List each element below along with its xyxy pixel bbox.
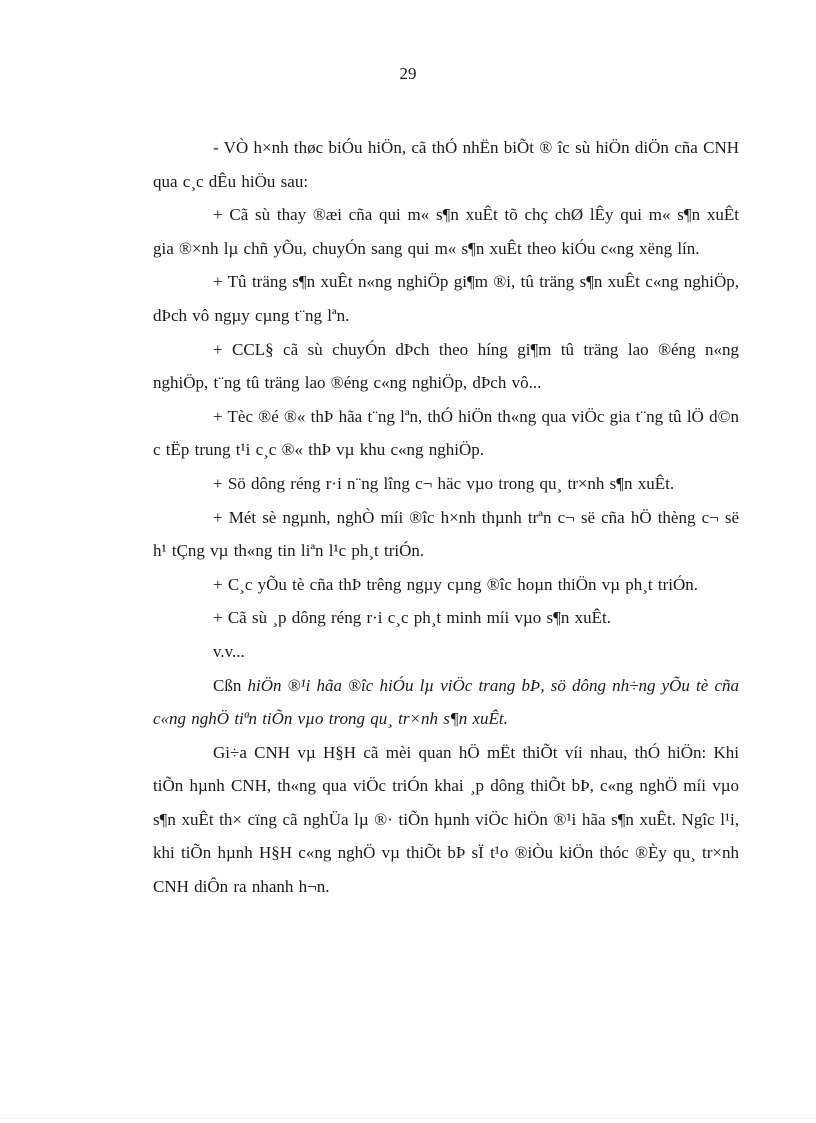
paragraph-labour-structure: + CCL§ cã sù chuyÓn dÞch theo híng gi¶m tû träng lao ®éng n«ng nghiÖp, t¨ng tû träng lao ®éng c«ng nghiÖp, dÞch vô... bbox=[153, 339, 739, 393]
page-number: 29 bbox=[399, 64, 417, 83]
paragraph-production-scale: + Cã sù thay ®æi cña qui m« s¶n xuÊt tõ chç chØ lÊy qui m« s¶n xuÊt gia ®×nh lµ chñ yÕu, chuyÓn sang qui m« s¶n xuÊt theo kiÓu c«ng xëng lín. bbox=[153, 205, 739, 258]
paragraph-cnh-hdh-relationship: Gi÷a CNH vµ H§H cã mèi quan hÖ mËt thiÕt víi nhau, thÓ hiÖn: Khi tiÕn hµnh CNH, th«ng qua viÖc triÓn khai ¸p dông thiÕt bÞ, c«ng nghÖ míi vµo s¶n xuÊt th× cïng cã nghÜa lµ ®· tiÕn hµnh viÖc hiÖn ®¹i hãa s¶n xuÊt. Ngîc l¹i, khi tiÕn hµnh H§H c«ng nghÖ vµ thiÕt bÞ sÏ t¹o ®iÒu kiÖn thóc ®Èy qu¸ tr×nh CNH diÔn ra nhanh h¬n. bbox=[153, 742, 739, 897]
paragraph-inventions: + Cã sù ¸p dông réng r·i c¸c ph¸t minh míi vµo s¶n xuÊt. bbox=[213, 608, 611, 628]
paragraph-visible-signs-intro: - VÒ h×nh thøc biÓu hiÖn, cã thÓ nhËn biÕt ® îc sù hiÖn diÖn cña CNH qua c¸c dÊu hiÖu sau: bbox=[153, 138, 739, 191]
paragraph-mechanical-energy: + Sö dông réng r·i n¨ng lîng c¬ häc vµo trong qu¸ tr×nh s¶n xuÊt. bbox=[213, 473, 675, 493]
modernization-lead: Cßn bbox=[213, 675, 248, 695]
document-body bbox=[153, 131, 739, 904]
paragraph-modernization-definition bbox=[153, 669, 739, 736]
modernization-definition-text: hiÖn ®¹i hãa ®îc hiÓu lµ viÖc trang bÞ, sö dông nh÷ng yÕu tè cña c«ng nghÖ tiªn tiÕn vµo trong qu¸ tr×nh s¶n xuÊt. bbox=[153, 675, 739, 729]
paragraph-etc: v.v... bbox=[213, 641, 245, 661]
paragraph-new-industries: + Mét sè ngµnh, nghÒ míi ®îc h×nh thµnh trªn c¬ së cña hÖ thèng c¬ së h¹ tÇng vµ th«ng tin liªn l¹c ph¸t triÓn. bbox=[153, 507, 739, 561]
paragraph-sector-share: + Tû träng s¶n xuÊt n«ng nghiÖp gi¶m ®i, tû träng s¶n xuÊt c«ng nghiÖp, dÞch vô ngµy cµng t¨ng lªn. bbox=[153, 272, 739, 325]
page-bottom-edge bbox=[0, 1118, 816, 1119]
paragraph-market-factors: + C¸c yÕu tè cña thÞ trêng ngµy cµng ®îc hoµn thiÖn vµ ph¸t triÓn. bbox=[213, 574, 699, 594]
paragraph-urbanization: + Tèc ®é ®« thÞ hãa t¨ng lªn, thÓ hiÖn th«ng qua viÖc gia t¨ng tû lÖ d©n c tËp trung t¹i c¸c ®« thÞ vµ khu c«ng nghiÖp. bbox=[153, 406, 739, 460]
